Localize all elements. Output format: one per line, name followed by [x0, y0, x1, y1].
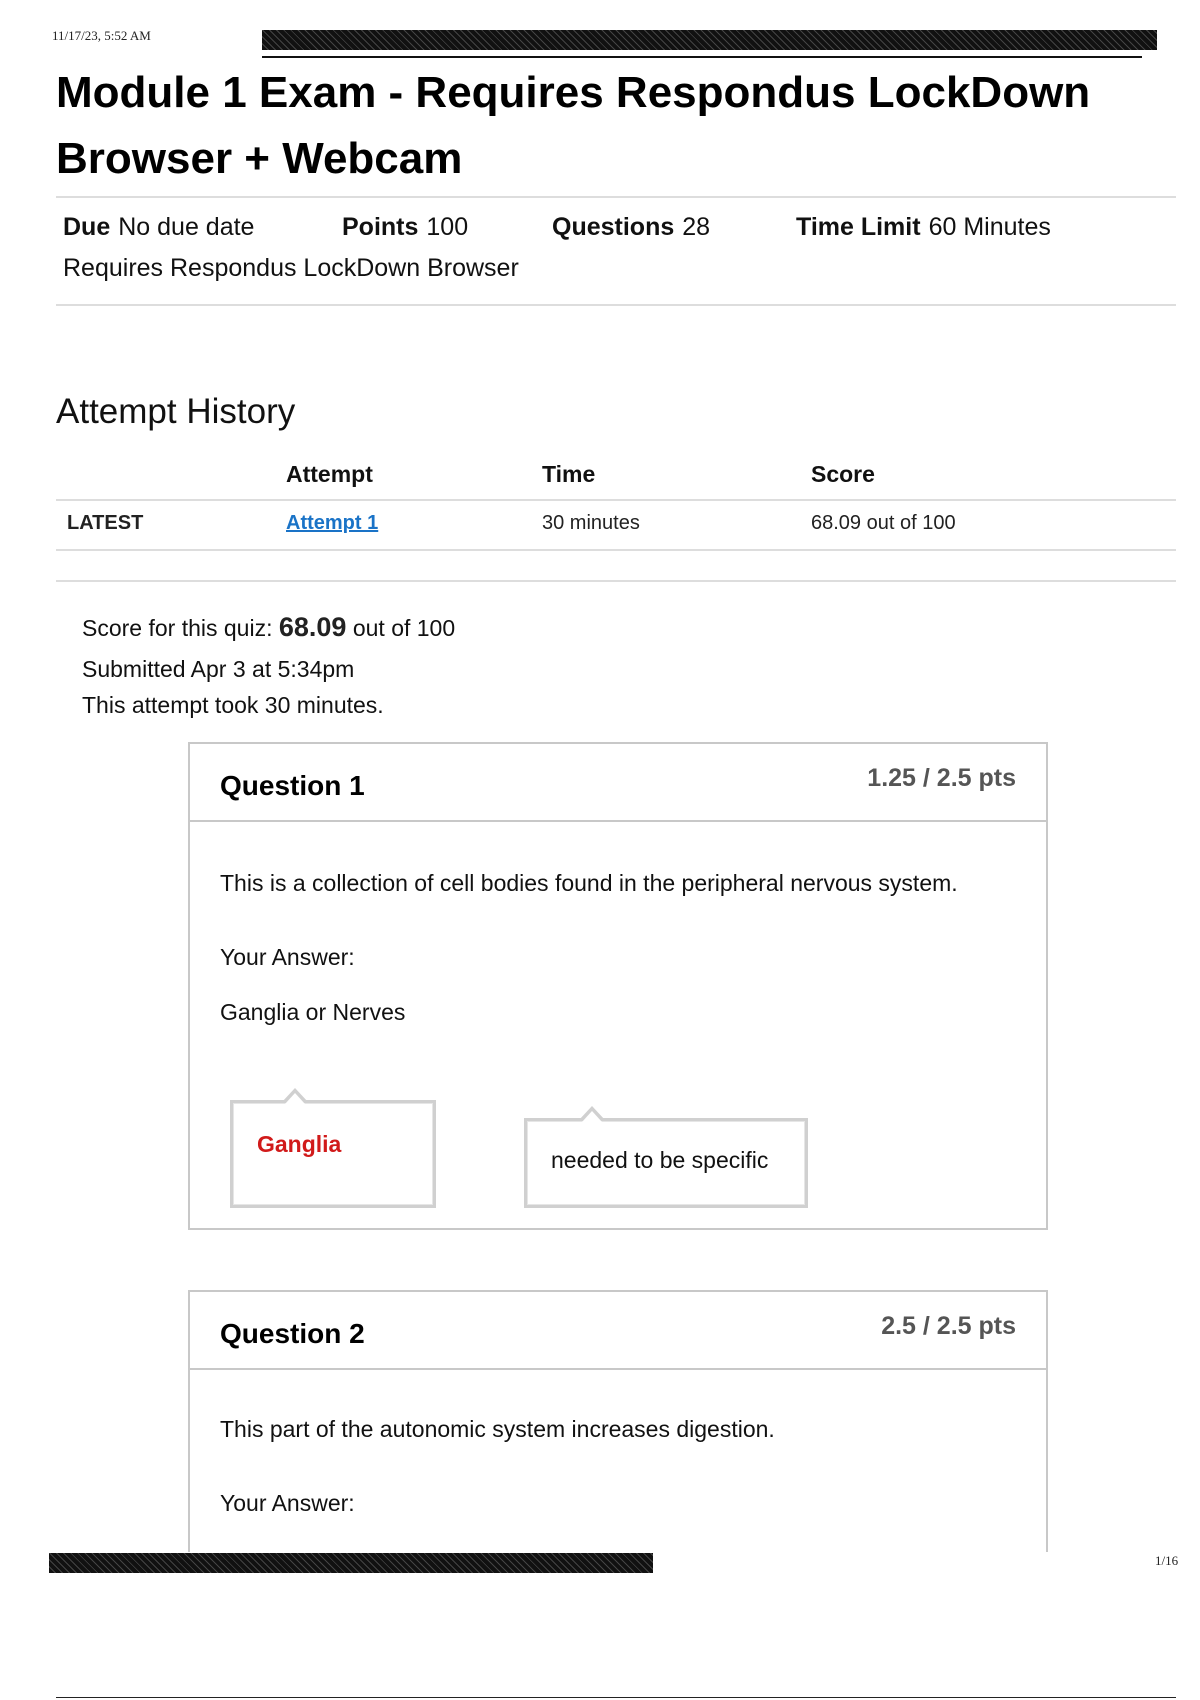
question-header [190, 744, 1046, 822]
duration-text: This attempt took 30 minutes. [82, 692, 384, 718]
score-suffix: out of 100 [352, 615, 456, 641]
attempt-time: 30 minutes [542, 512, 640, 534]
attempt-score: 68.09 out of 100 [811, 512, 956, 534]
points-label: Points [342, 213, 419, 241]
your-answer-label: Your Answer: [220, 944, 355, 970]
your-answer-label: Your Answer: [220, 1490, 355, 1516]
header-rule [262, 56, 1142, 58]
questions-value: 28 [682, 213, 711, 241]
column-header-time: Time [542, 461, 596, 487]
correct-answer: Ganglia [257, 1131, 342, 1157]
footer-rule [56, 1697, 1176, 1698]
table-header-rule [56, 499, 1176, 501]
correct-answer-bubble [230, 1100, 436, 1208]
question-text: This is a collection of cell bodies found in the peripheral nervous system. [220, 870, 958, 896]
page-number: 1/16 [1155, 1553, 1179, 1568]
questions-label: Questions [552, 213, 675, 241]
divider [56, 196, 1176, 198]
time-limit-value: 60 Minutes [928, 213, 1051, 241]
question-points: 2.5 / 2.5 pts [881, 1312, 1016, 1340]
question-text: This part of the autonomic system increases digestion. [220, 1416, 775, 1442]
attempt-history-heading: Attempt History [56, 392, 296, 431]
due-info [63, 213, 254, 242]
comment-bubble [524, 1118, 808, 1208]
questions-info [552, 213, 710, 242]
latest-tag: LATEST [67, 512, 144, 534]
points-value: 100 [426, 213, 469, 241]
table-row-rule [56, 549, 1176, 551]
divider [56, 304, 1176, 306]
attempt-link[interactable]: Attempt 1 [286, 512, 379, 534]
points-info [342, 213, 468, 242]
page-title: Module 1 Exam - Requires Respondus LockDown Browser + Webcam [56, 68, 1091, 183]
question-card-1 [188, 742, 1048, 1230]
due-label: Due [63, 213, 111, 241]
lockdown-note: Requires Respondus LockDown Browser [63, 254, 519, 282]
question-card-2 [188, 1290, 1048, 1552]
time-limit-label: Time Limit [796, 213, 921, 241]
question-header [190, 1292, 1046, 1370]
redaction-bar-bottom [49, 1553, 653, 1573]
your-answer: Ganglia or Nerves [220, 999, 406, 1025]
score-prefix: Score for this quiz: [82, 615, 273, 641]
submitted-text: Submitted Apr 3 at 5:34pm [82, 656, 355, 682]
print-date: 11/17/23, 5:52 AM [52, 28, 151, 43]
score-summary [82, 612, 455, 643]
question-points: 1.25 / 2.5 pts [867, 764, 1016, 792]
question-title: Question 2 [220, 1318, 365, 1349]
question-title: Question 1 [220, 770, 365, 801]
divider [56, 580, 1176, 582]
time-limit-info [796, 213, 1051, 242]
grader-comment: needed to be specific [551, 1147, 769, 1173]
redaction-bar-top [262, 30, 1157, 50]
column-header-score: Score [811, 461, 875, 487]
score-value: 68.09 [278, 612, 347, 642]
due-value: No due date [118, 213, 255, 241]
column-header-attempt: Attempt [286, 461, 373, 487]
